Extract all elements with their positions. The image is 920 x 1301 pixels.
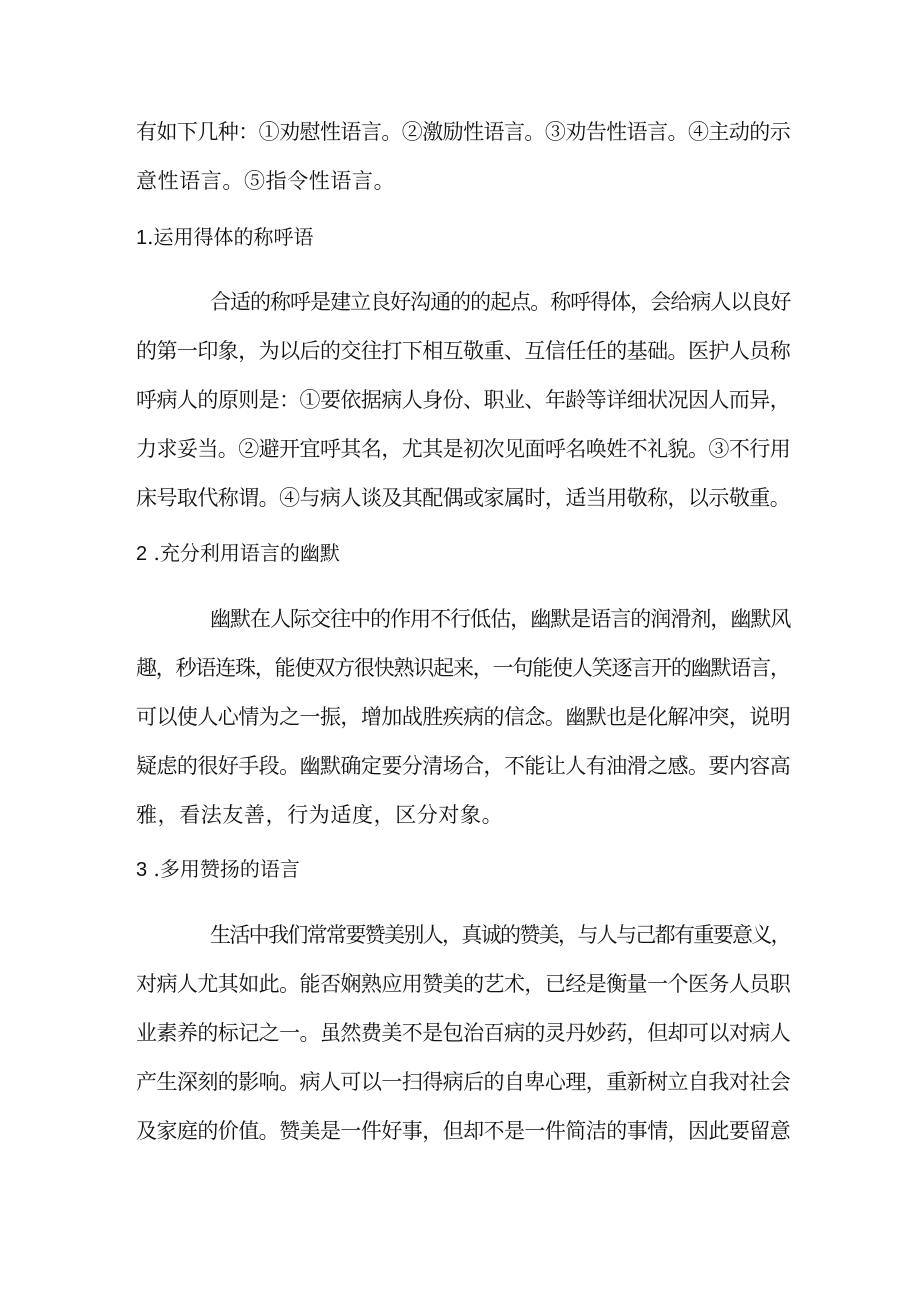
section-1-line-3: 呼病人的原则是：①要依据病人身份、职业、年龄等详细状况因人而异， <box>136 388 791 412</box>
section-2-line-5: 雅，看法友善，行为适度，区分对象。 <box>136 803 504 827</box>
section-3-line-3: 业素养的标记之一。虽然费美不是包治百病的灵丹妙药，但却可以对病人 <box>136 1021 791 1045</box>
section-3-line-5: 及家庭的价值。赞美是一件好事，但却不是一件简洁的事情，因此要留意 <box>136 1119 791 1143</box>
section-title: .多用赞扬的语言 <box>147 857 300 881</box>
section-heading-1 <box>136 222 313 253</box>
section-3-line-1: 生活中我们常常要赞美别人，真诚的赞美，与人与己都有重要意义， <box>210 923 790 947</box>
section-2-line-4: 疑虑的很好手段。幽默确定要分清场合，不能让人有油滑之感。要内容高 <box>136 754 791 778</box>
intro-line-1: 有如下几种：①劝慰性语言。②激励性语言。③劝告性语言。④主动的示 <box>136 120 791 144</box>
section-3-line-4: 产生深刻的影响。病人可以一扫得病后的自卑心理，重新树立自我对社会 <box>136 1070 791 1094</box>
section-number: 1 <box>136 227 148 249</box>
section-2-line-2: 趣，秒语连珠，能使双方很快熟识起来，一句能使人笑逐言开的幽默语言， <box>136 656 790 680</box>
section-heading-3 <box>136 854 300 885</box>
section-title: .运用得体的称呼语 <box>147 225 314 249</box>
section-1-line-4: 力求妥当。②避开宜呼其名，尤其是初次见面呼名唤姓不礼貌。③不行用 <box>136 437 791 461</box>
section-2-line-1: 幽默在人际交往中的作用不行低估，幽默是语言的润滑剂，幽默风 <box>210 607 791 631</box>
intro-line-2: 意性语言。⑤指令性语言。 <box>136 169 396 193</box>
section-1-line-2: 的第一印象，为以后的交往打下相互敬重、互信任任的基础。医护人员称 <box>136 339 791 363</box>
section-1-line-1: 合适的称呼是建立良好沟通的的起点。称呼得体，会给病人以良好 <box>210 290 791 314</box>
section-number: 2 <box>136 543 148 565</box>
section-2-line-3: 可以使人心情为之一振，增加战胜疾病的信念。幽默也是化解冲突，说明 <box>136 705 791 729</box>
section-1-line-5: 床号取代称谓。④与病人谈及其配偶或家属时，适当用敬称，以示敬重。 <box>136 486 791 510</box>
section-number: 3 <box>136 859 148 881</box>
section-title: .充分利用语言的幽默 <box>147 541 340 565</box>
section-heading-2 <box>136 538 340 569</box>
section-3-line-2: 对病人尤其如此。能否娴熟应用赞美的艺术，已经是衡量一个医务人员职 <box>136 972 791 996</box>
